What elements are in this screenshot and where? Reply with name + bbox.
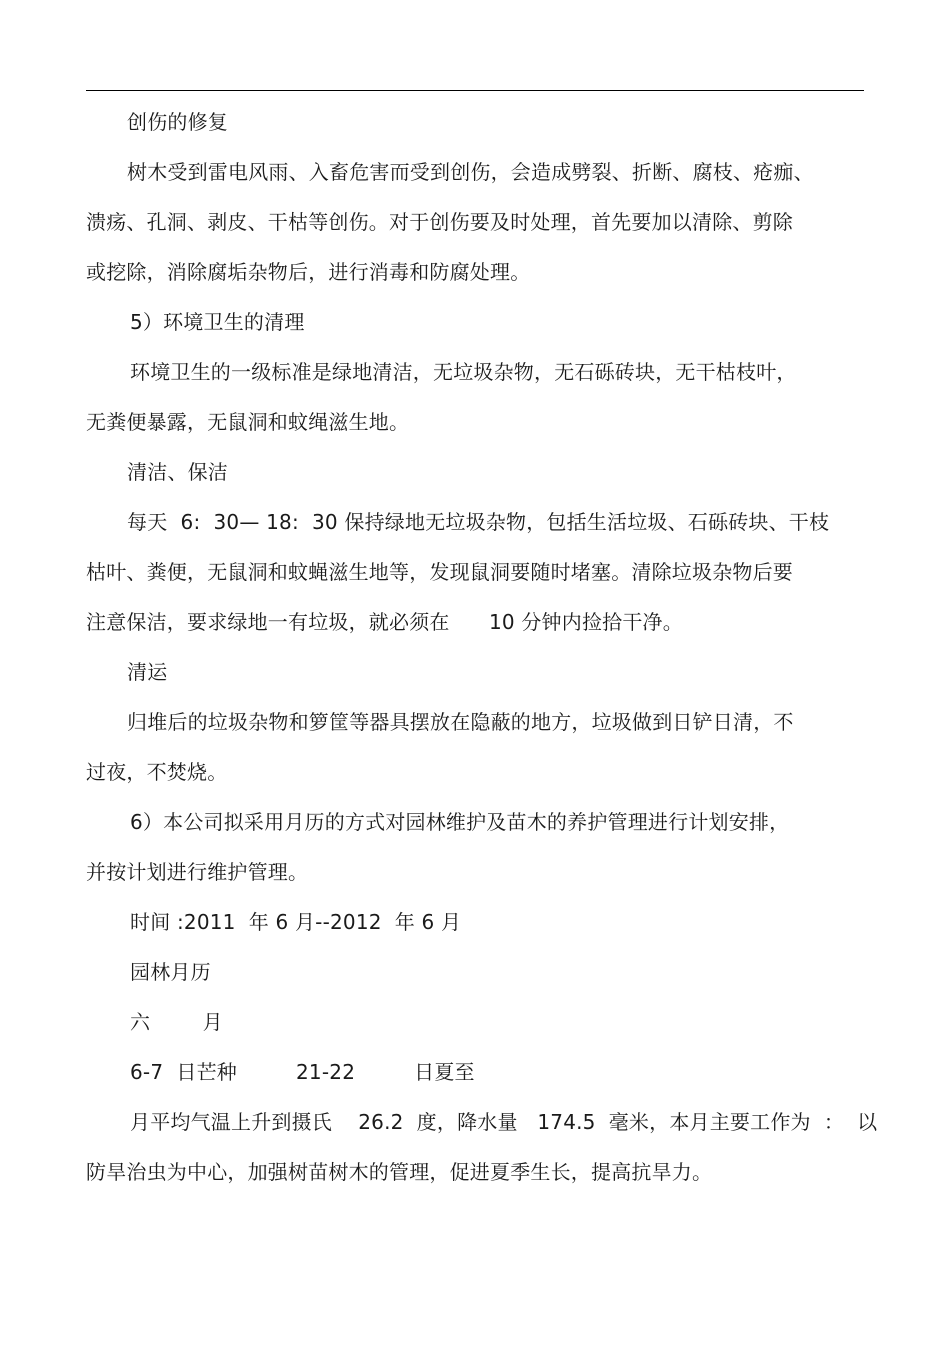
paragraph-line: 枯叶、粪便，无鼠洞和蚊蝇滋生地等，发现鼠洞要随时堵塞。清除垃圾杂物后要 xyxy=(86,560,793,584)
solar-terms-line: 6-7 日芒种 21-22 日夏至 xyxy=(130,1060,475,1084)
subheading: 清运 xyxy=(127,660,168,684)
month-label: 六 月 xyxy=(130,1010,223,1034)
header-rule xyxy=(86,90,864,91)
paragraph-line: 过夜，不焚烧。 xyxy=(86,760,228,784)
paragraph-line: 无粪便暴露，无鼠洞和蚊绳滋生地。 xyxy=(86,410,410,434)
paragraph-line: 创伤的修复 xyxy=(127,110,228,134)
paragraph-line: 或挖除，消除腐垢杂物后，进行消毒和防腐处理。 xyxy=(86,260,531,284)
paragraph-line: 溃疡、孔洞、剥皮、干枯等创伤。对于创伤要及时处理，首先要加以清除、剪除 xyxy=(86,210,793,234)
paragraph-line: 归堆后的垃圾杂物和箩筐等器具摆放在隐蔽的地方，垃圾做到日铲日清，不 xyxy=(127,710,794,734)
paragraph-line: 每天 6: 30— 18: 30 保持绿地无垃圾杂物，包括生活垃圾、石砾砖块、干枝 xyxy=(127,510,830,534)
paragraph-line: 注意保洁，要求绿地一有垃圾，就必须在 10 分钟内捡拾干净。 xyxy=(86,610,683,634)
section-heading: 6）本公司拟采用月历的方式对园林维护及苗木的养护管理进行计划安排， xyxy=(130,810,790,834)
paragraph-line: 并按计划进行维护管理。 xyxy=(86,860,309,884)
paragraph-line: 环境卫生的一级标准是绿地清洁，无垃圾杂物，无石砾砖块，无干枯枝叶， xyxy=(130,360,797,384)
subheading: 清洁、保洁 xyxy=(127,460,228,484)
paragraph-line: 月平均气温上升到摄氏 26.2 度，降水量 174.5 毫米，本月主要工作为 ： 以 xyxy=(130,1110,878,1134)
paragraph-line: 防旱治虫为中心，加强树苗树木的管理，促进夏季生长，提高抗旱力。 xyxy=(86,1160,713,1184)
paragraph-line: 树木受到雷电风雨、入畜危害而受到创伤，会造成劈裂、折断、腐枝、疮痂、 xyxy=(127,160,814,184)
section-heading: 5）环境卫生的清理 xyxy=(130,310,305,334)
calendar-title: 园林月历 xyxy=(130,960,211,984)
time-range-line: 时间 :2011 年 6 月--2012 年 6 月 xyxy=(130,910,462,934)
